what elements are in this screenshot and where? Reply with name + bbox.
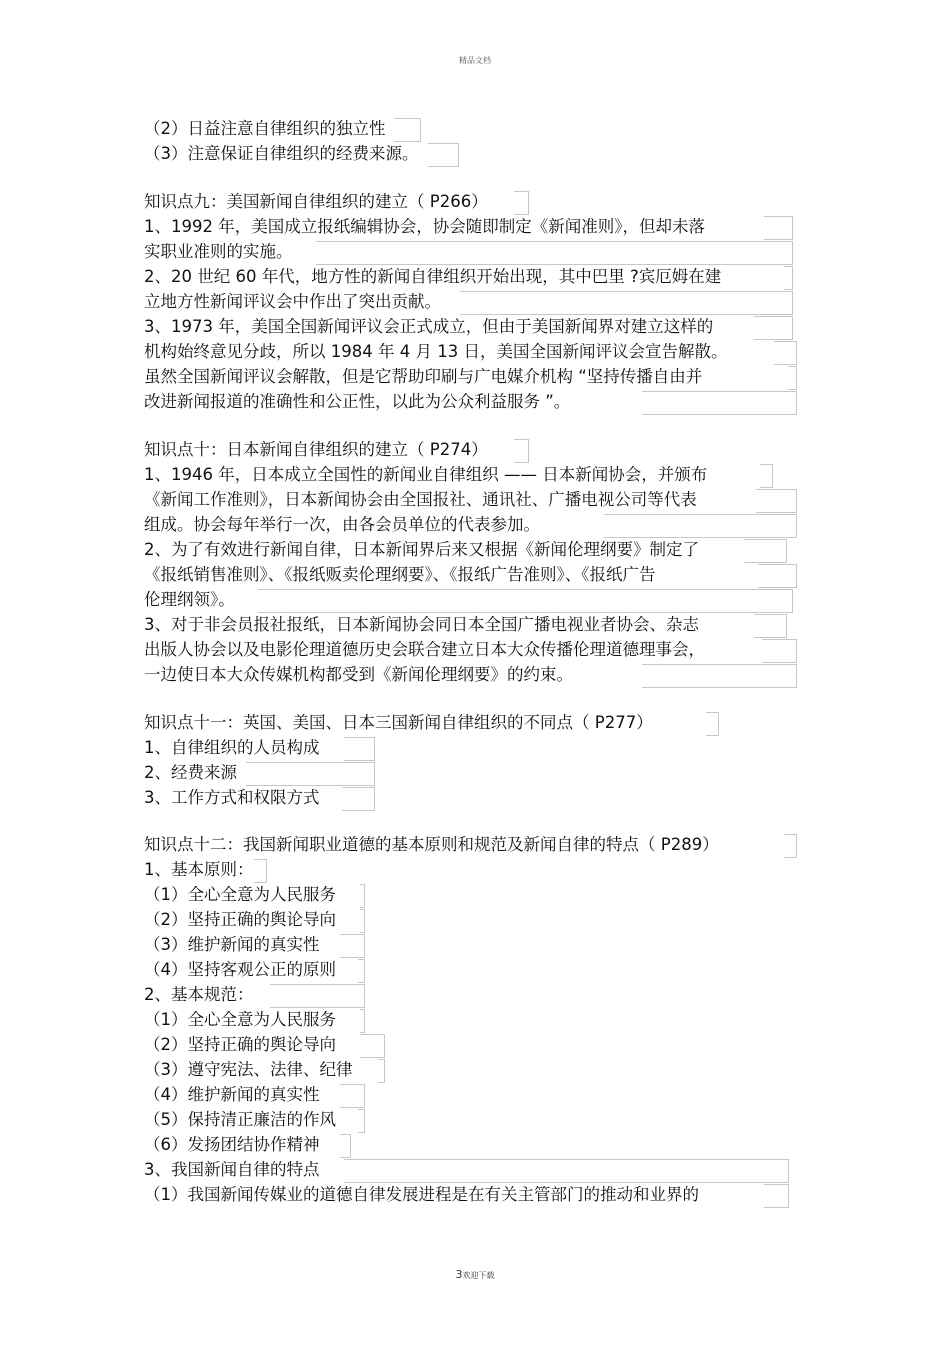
list-item: 3、工作方式和权限方式 xyxy=(144,785,824,810)
page-footer xyxy=(0,1268,950,1281)
section-heading: 知识点十二：我国新闻职业道德的基本原则和规范及新闻自律的特点（ P289） xyxy=(144,832,824,857)
page-number: 3 xyxy=(455,1268,463,1281)
list-item: （2）坚持正确的舆论导向 xyxy=(144,1032,824,1057)
list-item: （3）注意保证自律组织的经费来源。 xyxy=(144,141,824,166)
paragraph-line: 2、20 世纪 60 年代，地方性的新闻自律组织开始出现，其中巴里 ?宾厄姆在建 xyxy=(144,264,824,289)
list-item: 1、自律组织的人员构成 xyxy=(144,735,824,760)
paragraph-line: 《报纸销售准则》、《报纸贩卖伦理纲要》、《报纸广告准则》、《报纸广告 xyxy=(144,562,824,587)
list-item: （2）日益注意自律组织的独立性 xyxy=(144,116,824,141)
paragraph-line: 《新闻工作准则》，日本新闻协会由全国报社、通讯社、广播电视公司等代表 xyxy=(144,487,824,512)
section-heading: 知识点十一：英国、美国、日本三国新闻自律组织的不同点（ P277） xyxy=(144,710,824,735)
paragraph-line: 机构始终意见分歧，所以 1984 年 4 月 13 日，美国全国新闻评议会宣告解散。 xyxy=(144,339,824,364)
list-item: （1）全心全意为人民服务 xyxy=(144,882,824,907)
page-header: 精品文档 xyxy=(459,56,491,65)
list-item: （4）坚持客观公正的原则 xyxy=(144,957,824,982)
paragraph-line: 实职业准则的实施。 xyxy=(144,239,824,264)
list-item: （2）坚持正确的舆论导向 xyxy=(144,907,824,932)
document-body xyxy=(144,116,824,1207)
list-item: 2、经费来源 xyxy=(144,760,824,785)
subsection-heading: 2、基本规范： xyxy=(144,982,824,1007)
section-heading: 知识点十：日本新闻自律组织的建立（ P274） xyxy=(144,437,824,462)
paragraph-line: 立地方性新闻评议会中作出了突出贡献。 xyxy=(144,289,824,314)
list-item: （1）全心全意为人民服务 xyxy=(144,1007,824,1032)
paragraph-line: 1、1992 年，美国成立报纸编辑协会，协会随即制定《新闻准则》，但却未落 xyxy=(144,214,824,239)
paragraph-line: 3、对于非会员报社报纸，日本新闻协会同日本全国广播电视业者协会、杂志 xyxy=(144,612,824,637)
list-item: （3）遵守宪法、法律、纪律 xyxy=(144,1057,824,1082)
paragraph-line: （1）我国新闻传媒业的道德自律发展进程是在有关主管部门的推动和业界的 xyxy=(144,1182,824,1207)
list-item: （6）发扬团结协作精神 xyxy=(144,1132,824,1157)
paragraph-line: 1、1946 年，日本成立全国性的新闻业自律组织 —— 日本新闻协会，并颁布 xyxy=(144,462,824,487)
list-item: （5）保持清正廉洁的作风 xyxy=(144,1107,824,1132)
paragraph-line: 改进新闻报道的准确性和公正性，以此为公众利益服务 ”。 xyxy=(144,389,824,414)
paragraph-line: 组成。协会每年举行一次，由各会员单位的代表参加。 xyxy=(144,512,824,537)
subsection-heading: 1、基本原则： xyxy=(144,857,824,882)
section-heading: 知识点九：美国新闻自律组织的建立（ P266） xyxy=(144,189,824,214)
paragraph-line: 出版人协会以及电影伦理道德历史会联合建立日本大众传播伦理道德理事会， xyxy=(144,637,824,662)
paragraph-line: 一边使日本大众传媒机构都受到《新闻伦理纲要》的约束。 xyxy=(144,662,824,687)
list-item: （3）维护新闻的真实性 xyxy=(144,932,824,957)
footer-text: 欢迎下载 xyxy=(462,1271,495,1280)
subsection-heading: 3、我国新闻自律的特点 xyxy=(144,1157,824,1182)
paragraph-line: 虽然全国新闻评议会解散，但是它帮助印刷与广电媒介机构 “坚持传播自由并 xyxy=(144,364,824,389)
paragraph-line: 3、1973 年，美国全国新闻评议会正式成立，但由于美国新闻界对建立这样的 xyxy=(144,314,824,339)
list-item: （4）维护新闻的真实性 xyxy=(144,1082,824,1107)
paragraph-line: 2、为了有效进行新闻自律，日本新闻界后来又根据《新闻伦理纲要》制定了 xyxy=(144,537,824,562)
paragraph-line: 伦理纲领》。 xyxy=(144,587,824,612)
